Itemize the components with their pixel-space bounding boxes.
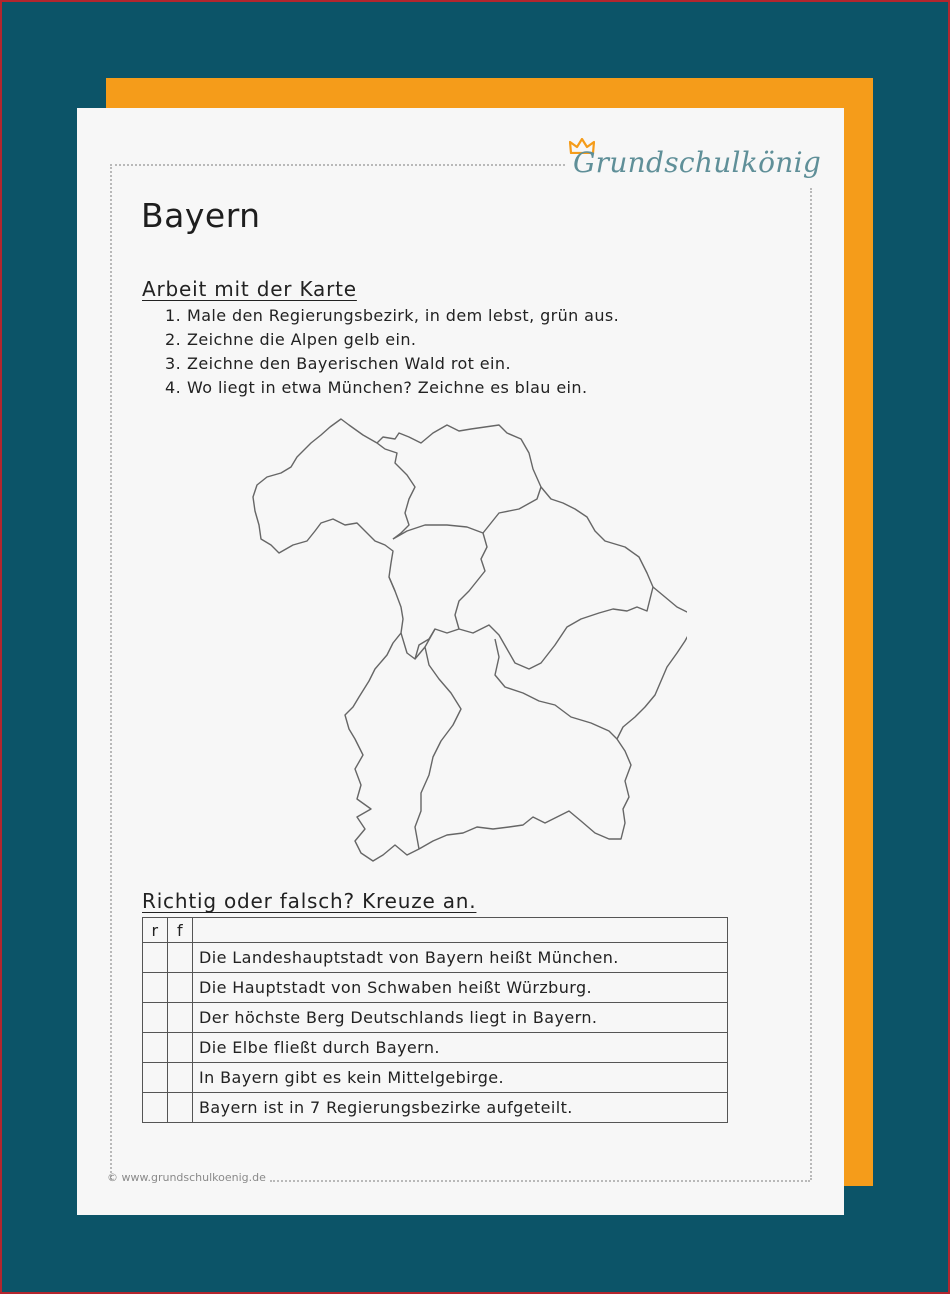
checkbox-wrong[interactable] (168, 943, 193, 973)
statement-text: Die Elbe fließt durch Bayern. (193, 1033, 728, 1063)
table-row (143, 943, 728, 973)
list-item: 2. Zeichne die Alpen gelb ein. (165, 330, 417, 349)
checkbox-wrong[interactable] (168, 1033, 193, 1063)
dotted-border-bottom (270, 1180, 810, 1182)
map-region-border (483, 487, 541, 533)
checkbox-right[interactable] (143, 1003, 168, 1033)
statement-text: Die Hauptstadt von Schwaben heißt Würzburg. (193, 973, 728, 1003)
checkbox-wrong[interactable] (168, 1063, 193, 1093)
bavaria-outline-map (237, 413, 687, 868)
task-list (165, 304, 619, 400)
statement-text: In Bayern gibt es kein Mittelgebirge. (193, 1063, 728, 1093)
page-title: Bayern (141, 196, 261, 235)
map-region-border (393, 525, 487, 659)
checkbox-right[interactable] (143, 973, 168, 1003)
column-header-statement (193, 918, 728, 943)
worksheet (77, 108, 844, 1215)
checkbox-right[interactable] (143, 1063, 168, 1093)
checkbox-right[interactable] (143, 1093, 168, 1123)
statement-text: Bayern ist in 7 Regierungsbezirke aufgeteilt. (193, 1093, 728, 1123)
column-header-right: r (143, 918, 168, 943)
list-item: 1. Male den Regierungsbezirk, in dem lebst, grün aus. (165, 306, 620, 325)
table-row (143, 1093, 728, 1123)
dotted-border-left (110, 164, 112, 1180)
dotted-border-top (110, 164, 565, 166)
checkbox-wrong[interactable] (168, 973, 193, 1003)
table-header-row (143, 918, 728, 943)
checkbox-right[interactable] (143, 943, 168, 973)
map-region-border (459, 587, 653, 669)
checkbox-wrong[interactable] (168, 1003, 193, 1033)
footer-url[interactable]: © www.grundschulkoenig.de (107, 1171, 266, 1184)
map-region-border (389, 577, 395, 591)
checkbox-right[interactable] (143, 1033, 168, 1063)
checkbox-wrong[interactable] (168, 1093, 193, 1123)
column-header-wrong: f (168, 918, 193, 943)
list-item: 4. Wo liegt in etwa München? Zeichne es blau ein. (165, 378, 588, 397)
true-false-table (142, 917, 728, 1123)
map-region-border (495, 639, 617, 739)
table-row (143, 1063, 728, 1093)
table-row (143, 1003, 728, 1033)
map-outer-border (253, 419, 687, 861)
map-section-heading: Arbeit mit der Karte (142, 277, 357, 301)
statement-text: Der höchste Berg Deutschlands liegt in Bayern. (193, 1003, 728, 1033)
map-region-border (415, 629, 461, 849)
quiz-section-heading: Richtig oder falsch? Kreuze an. (142, 889, 477, 913)
table-row (143, 1033, 728, 1063)
list-item: 3. Zeichne den Bayerischen Wald rot ein. (165, 354, 511, 373)
statement-text: Die Landeshauptstadt von Bayern heißt München. (193, 943, 728, 973)
table-row (143, 973, 728, 1003)
brand-name: Grundschulkönig (573, 146, 822, 179)
dotted-border-right (810, 188, 812, 1180)
